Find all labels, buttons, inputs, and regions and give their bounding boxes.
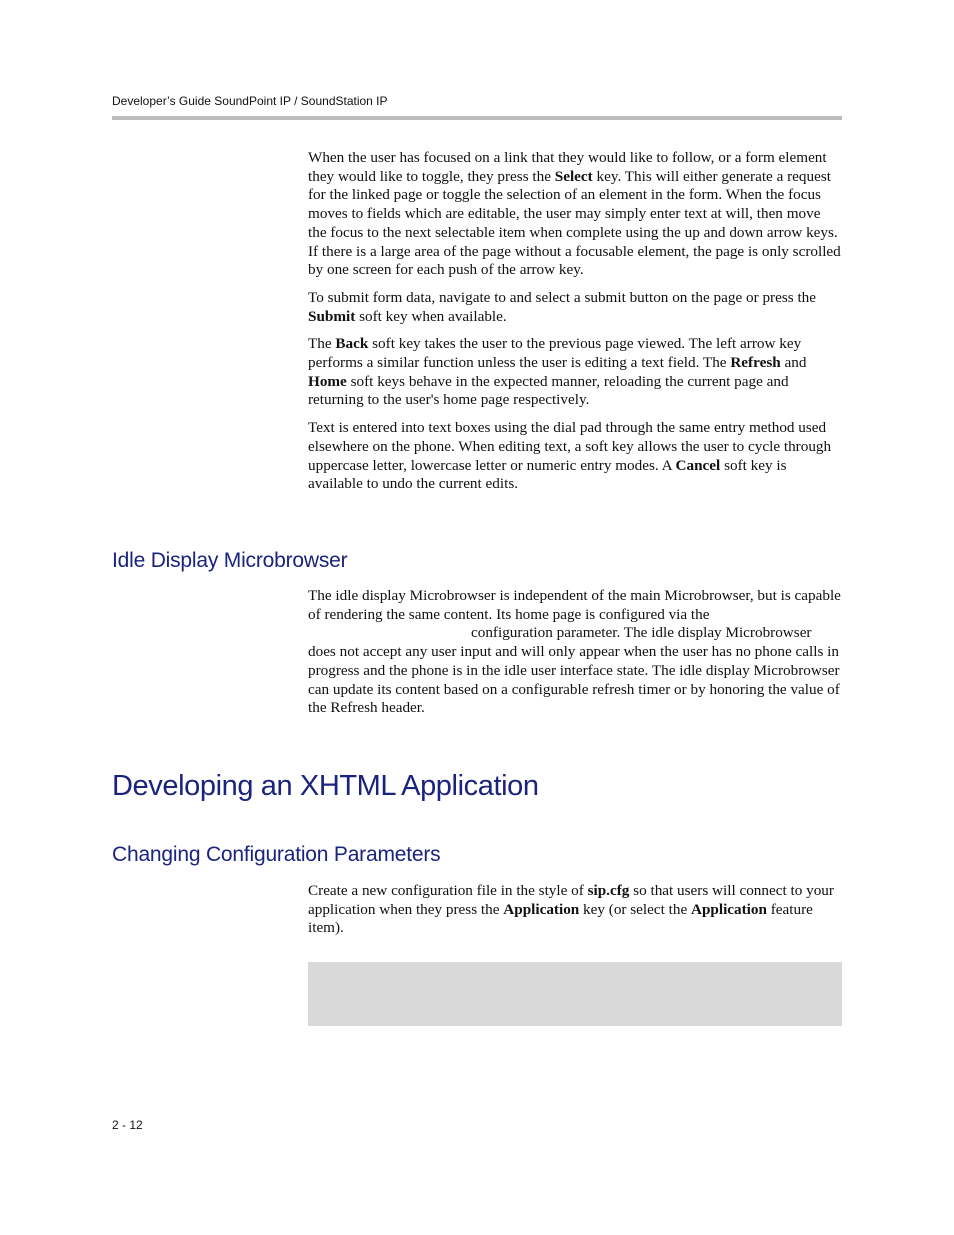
paragraph-configuration: Create a new configuration file in the style of sip.cfg so that users will connect to your application when they press the Application key (or select the Application feature item). — [308, 882, 834, 937]
back-key-term: Back — [335, 335, 369, 353]
select-key-term: Select — [554, 167, 593, 185]
refresh-key-term: Refresh — [730, 354, 781, 372]
paragraph-submit-key: To submit form data, navigate to and select a submit button on the page or press the Submit soft key when available. — [308, 288, 817, 325]
chapter-heading: Developing an XHTML Application — [112, 770, 539, 802]
section-body-idle-display — [308, 587, 842, 727]
page-number: 2 - 12 — [112, 1118, 143, 1132]
paragraph-select-key: When the user has focused on a link that they would like to follow, or a form element they would like to toggle, they press the Select key. This will either generate a request for the linked page or toggle the selection of an element in the form. When the focus moves to fields which are editable, the user may simply enter text at will, then move the focus to the next selectable item when complete using the up and down arrow keys. If there is a large area of the page without a focusable element, the page is only scrolled by one screen for each push of the arrow key. — [308, 149, 841, 279]
paragraph-back-key: The Back soft key takes the user to the previous page viewed. The left arrow key performs a similar function unless the user is editing a text field. The Refresh and Home soft keys behave in the expected manner, reloading the current page and returning to the user's home page respectively. — [308, 335, 807, 409]
heading-idle-display-microbrowser: Idle Display Microbrowser — [112, 549, 348, 572]
cancel-key-term: Cancel — [675, 456, 721, 474]
paragraph-idle-display: The idle display Microbrowser is independent of the main Microbrowser, but is capable of rendering the same content. Its home page is configured via the configuration parameter. The idle display Microbrowser does not accept any user input and will only appear when the user has no phone calls in progress and the phone is in the idle user interface state. The idle display Microbrowser can update its content based on a configurable refresh timer or by honoring the value of the Refresh header. — [308, 587, 841, 717]
section-body-microbrowser-navigation — [308, 149, 842, 503]
submit-key-term: Submit — [308, 307, 356, 325]
application-feature-term: Application — [690, 900, 767, 918]
code-example-box — [308, 962, 842, 1026]
header-rule — [112, 116, 842, 120]
heading-changing-configuration-parameters: Changing Configuration Parameters — [112, 843, 441, 866]
home-key-term: Home — [308, 372, 347, 390]
running-header: Developer’s Guide SoundPoint IP / SoundStation IP — [112, 94, 388, 108]
paragraph-text-entry: Text is entered into text boxes using the dial pad through the same entry method used elsewhere on the phone. When editing text, a soft key allows the user to cycle through uppercase letter, lowercase letter or numeric entry modes. A Cancel soft key is available to undo the current edits. — [308, 419, 832, 493]
section-body-configuration — [308, 882, 842, 947]
application-key-term: Application — [503, 900, 580, 918]
sip-cfg-term: sip.cfg — [587, 882, 630, 899]
